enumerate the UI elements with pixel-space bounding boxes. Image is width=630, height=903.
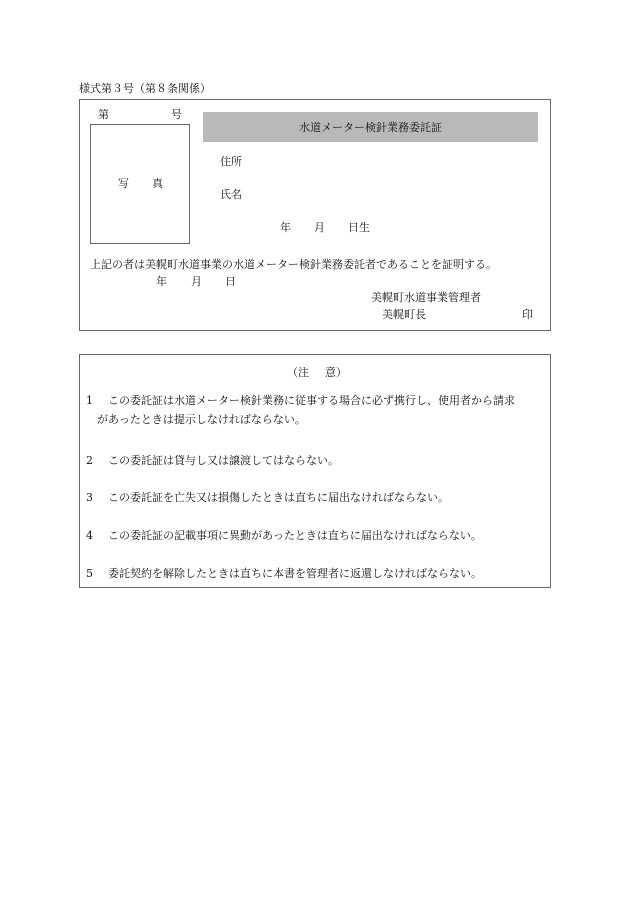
birth-month-label: 月 <box>314 221 325 234</box>
photo-box <box>90 124 190 244</box>
photo-label-1: 写 <box>118 177 129 190</box>
birth-year-label: 年 <box>280 221 291 234</box>
notes-heading-close: 意） <box>325 366 347 379</box>
name-label: 氏名 <box>220 188 242 201</box>
note-number: 2 <box>86 454 93 467</box>
note-text-line-1: この委託証は水道メーター検針業務に従事する場合に必ず携行し、使用者から請求 <box>108 394 515 407</box>
note-number: 3 <box>86 491 93 504</box>
note-text: この委託証は貸与し又は譲渡してはならない。 <box>108 454 339 467</box>
note-item-2 <box>86 451 546 470</box>
seal-mark: 印 <box>522 308 533 321</box>
note-item-3 <box>86 488 546 507</box>
note-item-1 <box>86 391 546 429</box>
number-prefix: 第 <box>98 108 109 121</box>
note-text-line-2: があったときは提示しなければならない。 <box>97 413 306 426</box>
issue-day-label: 日 <box>225 275 236 288</box>
form-label: 様式第３号（第８条関係） <box>79 82 211 95</box>
note-text: 委託契約を解除したときは直ちに本書を管理者に返還しなければならない。 <box>108 567 482 580</box>
note-number: 5 <box>86 567 93 580</box>
issuer-title: 美幌町長 <box>382 308 426 321</box>
certification-text: 上記の者は美幌町水道事業の水道メーター検針業務委託者であることを証明する。 <box>90 258 497 271</box>
note-item-5 <box>86 564 546 583</box>
note-number: 1 <box>86 394 93 407</box>
note-number: 4 <box>86 529 93 542</box>
notes-box <box>79 354 551 588</box>
number-suffix: 号 <box>171 108 182 121</box>
photo-label-2: 真 <box>152 177 163 190</box>
card-title: 水道メーター検針業務委託証 <box>203 112 538 142</box>
issue-year-label: 年 <box>156 275 167 288</box>
issue-month-label: 月 <box>191 275 202 288</box>
note-text: この委託証の記載事項に異動があったときは直ちに届出なければならない。 <box>108 529 482 542</box>
birth-day-label: 日生 <box>348 221 370 234</box>
notes-heading-open: （注 <box>287 366 309 379</box>
note-item-4 <box>86 526 546 545</box>
note-text: この委託証を亡失又は損傷したときは直ちに届出なければならない。 <box>108 491 449 504</box>
issuer-org: 美幌町水道事業管理者 <box>371 291 481 304</box>
address-label: 住所 <box>220 155 242 168</box>
